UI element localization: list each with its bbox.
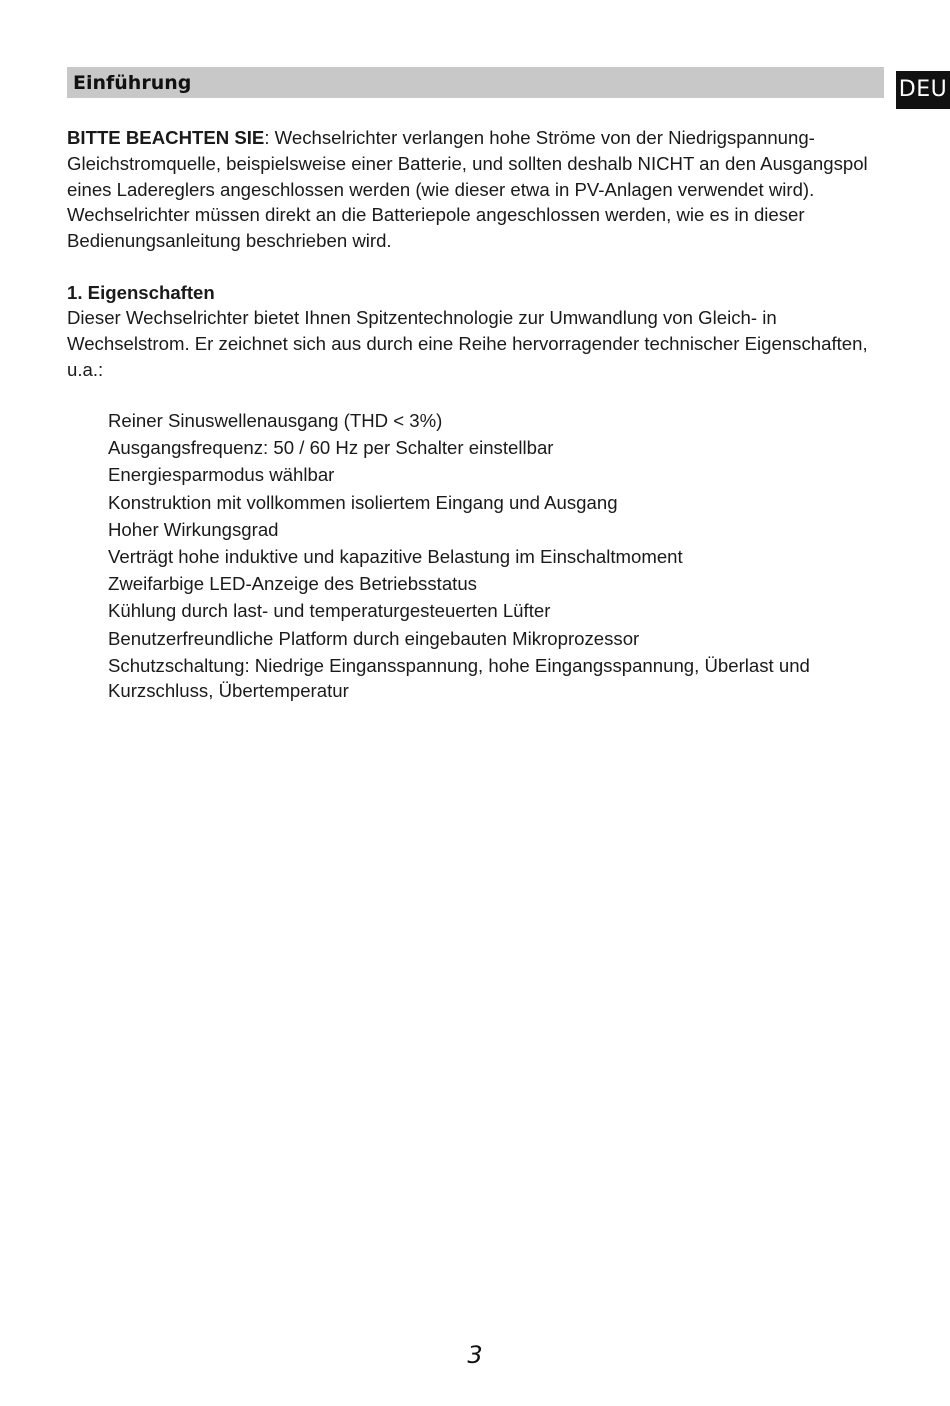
notice-paragraph <box>67 125 877 254</box>
feature-item: Reiner Sinuswellenausgang (THD < 3%) <box>108 410 443 431</box>
feature-item: Ausgangsfrequenz: 50 / 60 Hz per Schalter einstellbar <box>108 437 554 459</box>
feature-item: Schutzschaltung: Niedrige Eingansspannung, hohe Eingangsspannung, Überlast und Kurzschluss, Übertemperatur <box>108 654 810 702</box>
features-heading: 1. Eigenschaften <box>67 282 215 303</box>
feature-item: Benutzerfreundliche Platform durch eingebauten Mikroprozessor <box>108 627 640 649</box>
notice-text: : Wechselrichter verlangen hohe Ströme von der Niedrigspannung-Gleichstromquelle, beispielsweise einer Batterie, und sollten deshalb NICHT an den Ausgangspol eines Ladereglers angeschlossen werden (wie dieser etwa in PV-Anlagen verwendet wird). Wechselrichter müssen direkt an die Batteriepole angeschlossen werden, wie es in dieser Bedienungsanleitung beschrieben wird. <box>67 127 868 252</box>
features-intro: Dieser Wechselrichter bietet Ihnen Spitzentechnologie zur Umwandlung von Gleich- in Wechselstrom. Er zeichnet sich aus durch eine Reihe hervorragender technischer Eigenschaften, u.a.: <box>67 307 868 380</box>
feature-item: Konstruktion mit vollkommen isoliertem Eingang und Ausgang <box>108 491 618 513</box>
feature-item: Verträgt hohe induktive und kapazitive Belastung im Einschaltmoment <box>108 545 683 567</box>
feature-list <box>108 408 878 706</box>
feature-item: Zweifarbige LED-Anzeige des Betriebsstatus <box>108 573 477 595</box>
feature-item: Kühlung durch last- und temperaturgesteuerten Lüfter <box>108 600 551 622</box>
feature-item: Hoher Wirkungsgrad <box>108 518 279 540</box>
feature-item: Energiesparmodus wählbar <box>108 464 335 486</box>
page-number: 3 <box>467 1341 483 1369</box>
language-tab: DEU <box>896 71 950 109</box>
section-title: Einführung <box>73 72 192 94</box>
notice-label: BITTE BEACHTEN SIE <box>67 127 265 148</box>
section-header-bar <box>67 67 884 98</box>
